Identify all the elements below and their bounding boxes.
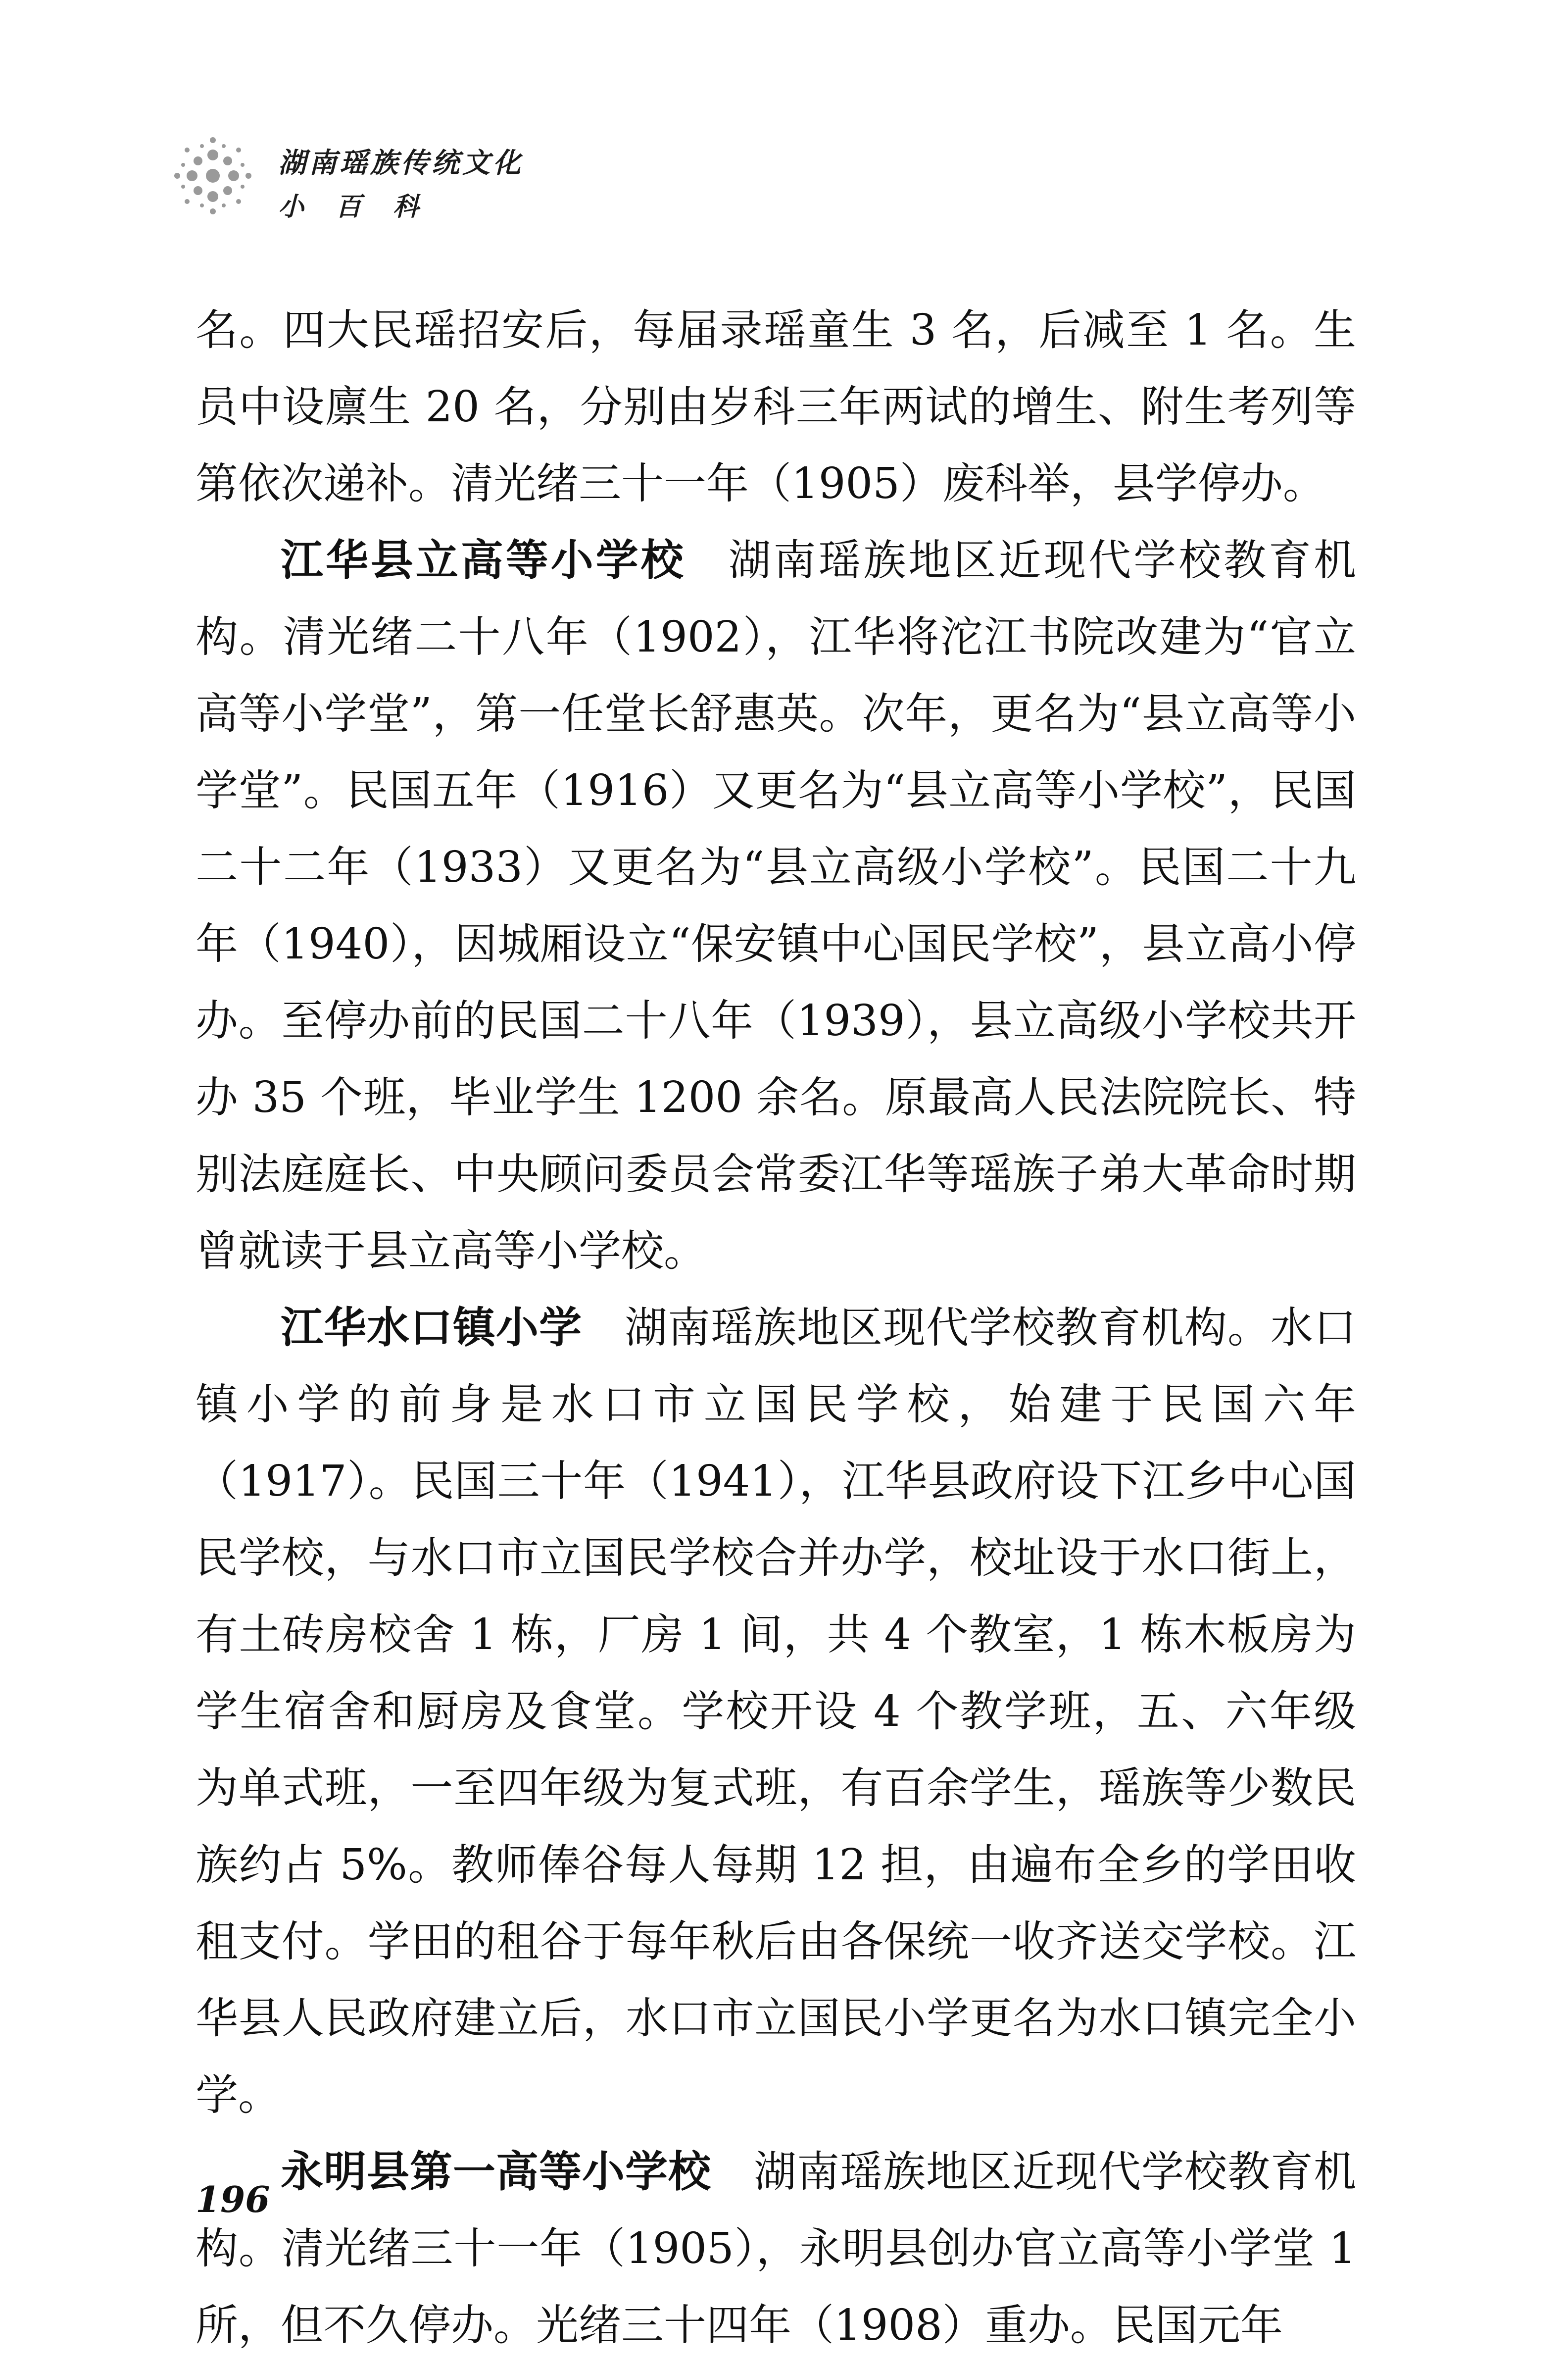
paragraph-3-text: 湖南瑶族地区现代学校教育机构。水口镇小学的前身是水口市立国民学校，始建于民国六年（1917）。民国三十年（1941），江华县政府设下江乡中心国民学校，与水口市立国民学校合并办学，校址设于水口街上，有土砖房校舍 1 栋，厂房 1 间，共 4 个教室，1 栋木板房为学生宿舍和厨房及食堂。学校开设 4 个教学班，五、六年级为单式班，一至四年级为复式班，有百余学生，瑶族等少数民族约占 5%。教师俸谷每人每期 12 担，由遍布全乡的学田收租支付。学田的租谷于每年秋后由各保统一收齐送交学校。江华县人民政府建立后，水口市立国民小学更名为水口镇完全小学。 [196,1303,1356,2120]
paragraph-4-text: 湖南瑶族地区近现代学校教育机构。清光绪三十一年（1905），永明县创办官立高等小学堂 1 所，但不久停办。光绪三十四年（1908）重办。民国元年 [196,2147,1356,2350]
paragraph-4 [196,2134,1356,2364]
entry-term-shuikou-town-primary: 江华水口镇小学 [281,1303,582,1353]
header-title: 湖南瑶族传统文化 [278,147,524,179]
body-text [196,292,1356,2364]
running-header [163,126,658,240]
paragraph-2 [196,522,1356,1290]
entry-term-jianghua-county-primary: 江华县立高等小学校 [281,536,686,585]
flower-ornament-icon [163,126,262,225]
entry-term-yongming-first-primary: 永明县第一高等小学校 [281,2147,711,2197]
paragraph-3 [196,1290,1356,2134]
paragraph-1-text: 名。四大民瑶招安后，每届录瑶童生 3 名，后减至 1 名。生员中设廪生 20 名，分别由岁科三年两试的增生、附生考列等第依次递补。清光绪三十一年（1905）废科举，县学停办。 [196,305,1356,508]
paragraph-2-text: 湖南瑶族地区近现代学校教育机构。清光绪二十八年（1902），江华将沱江书院改建为“官立高等小学堂”，第一任堂长舒惠英。次年，更名为“县立高等小学堂”。民国五年（1916）又更名为“县立高等小学校”，民国二十二年（1933）又更名为“县立高级小学校”。民国二十九年（1940），因城厢设立“保安镇中心国民学校”，县立高小停办。至停办前的民国二十八年（1939），县立高级小学校共开办 35 个班，毕业学生 1200 余名。原最高人民法院院长、特别法庭庭长、中央顾问委员会常委江华等瑶族子弟大革命时期曾就读于县立高等小学校。 [196,536,1357,1276]
header-subtitle: 小百科 [278,192,451,222]
page-number: 196 [196,2178,270,2220]
paragraph-1 [196,292,1356,522]
